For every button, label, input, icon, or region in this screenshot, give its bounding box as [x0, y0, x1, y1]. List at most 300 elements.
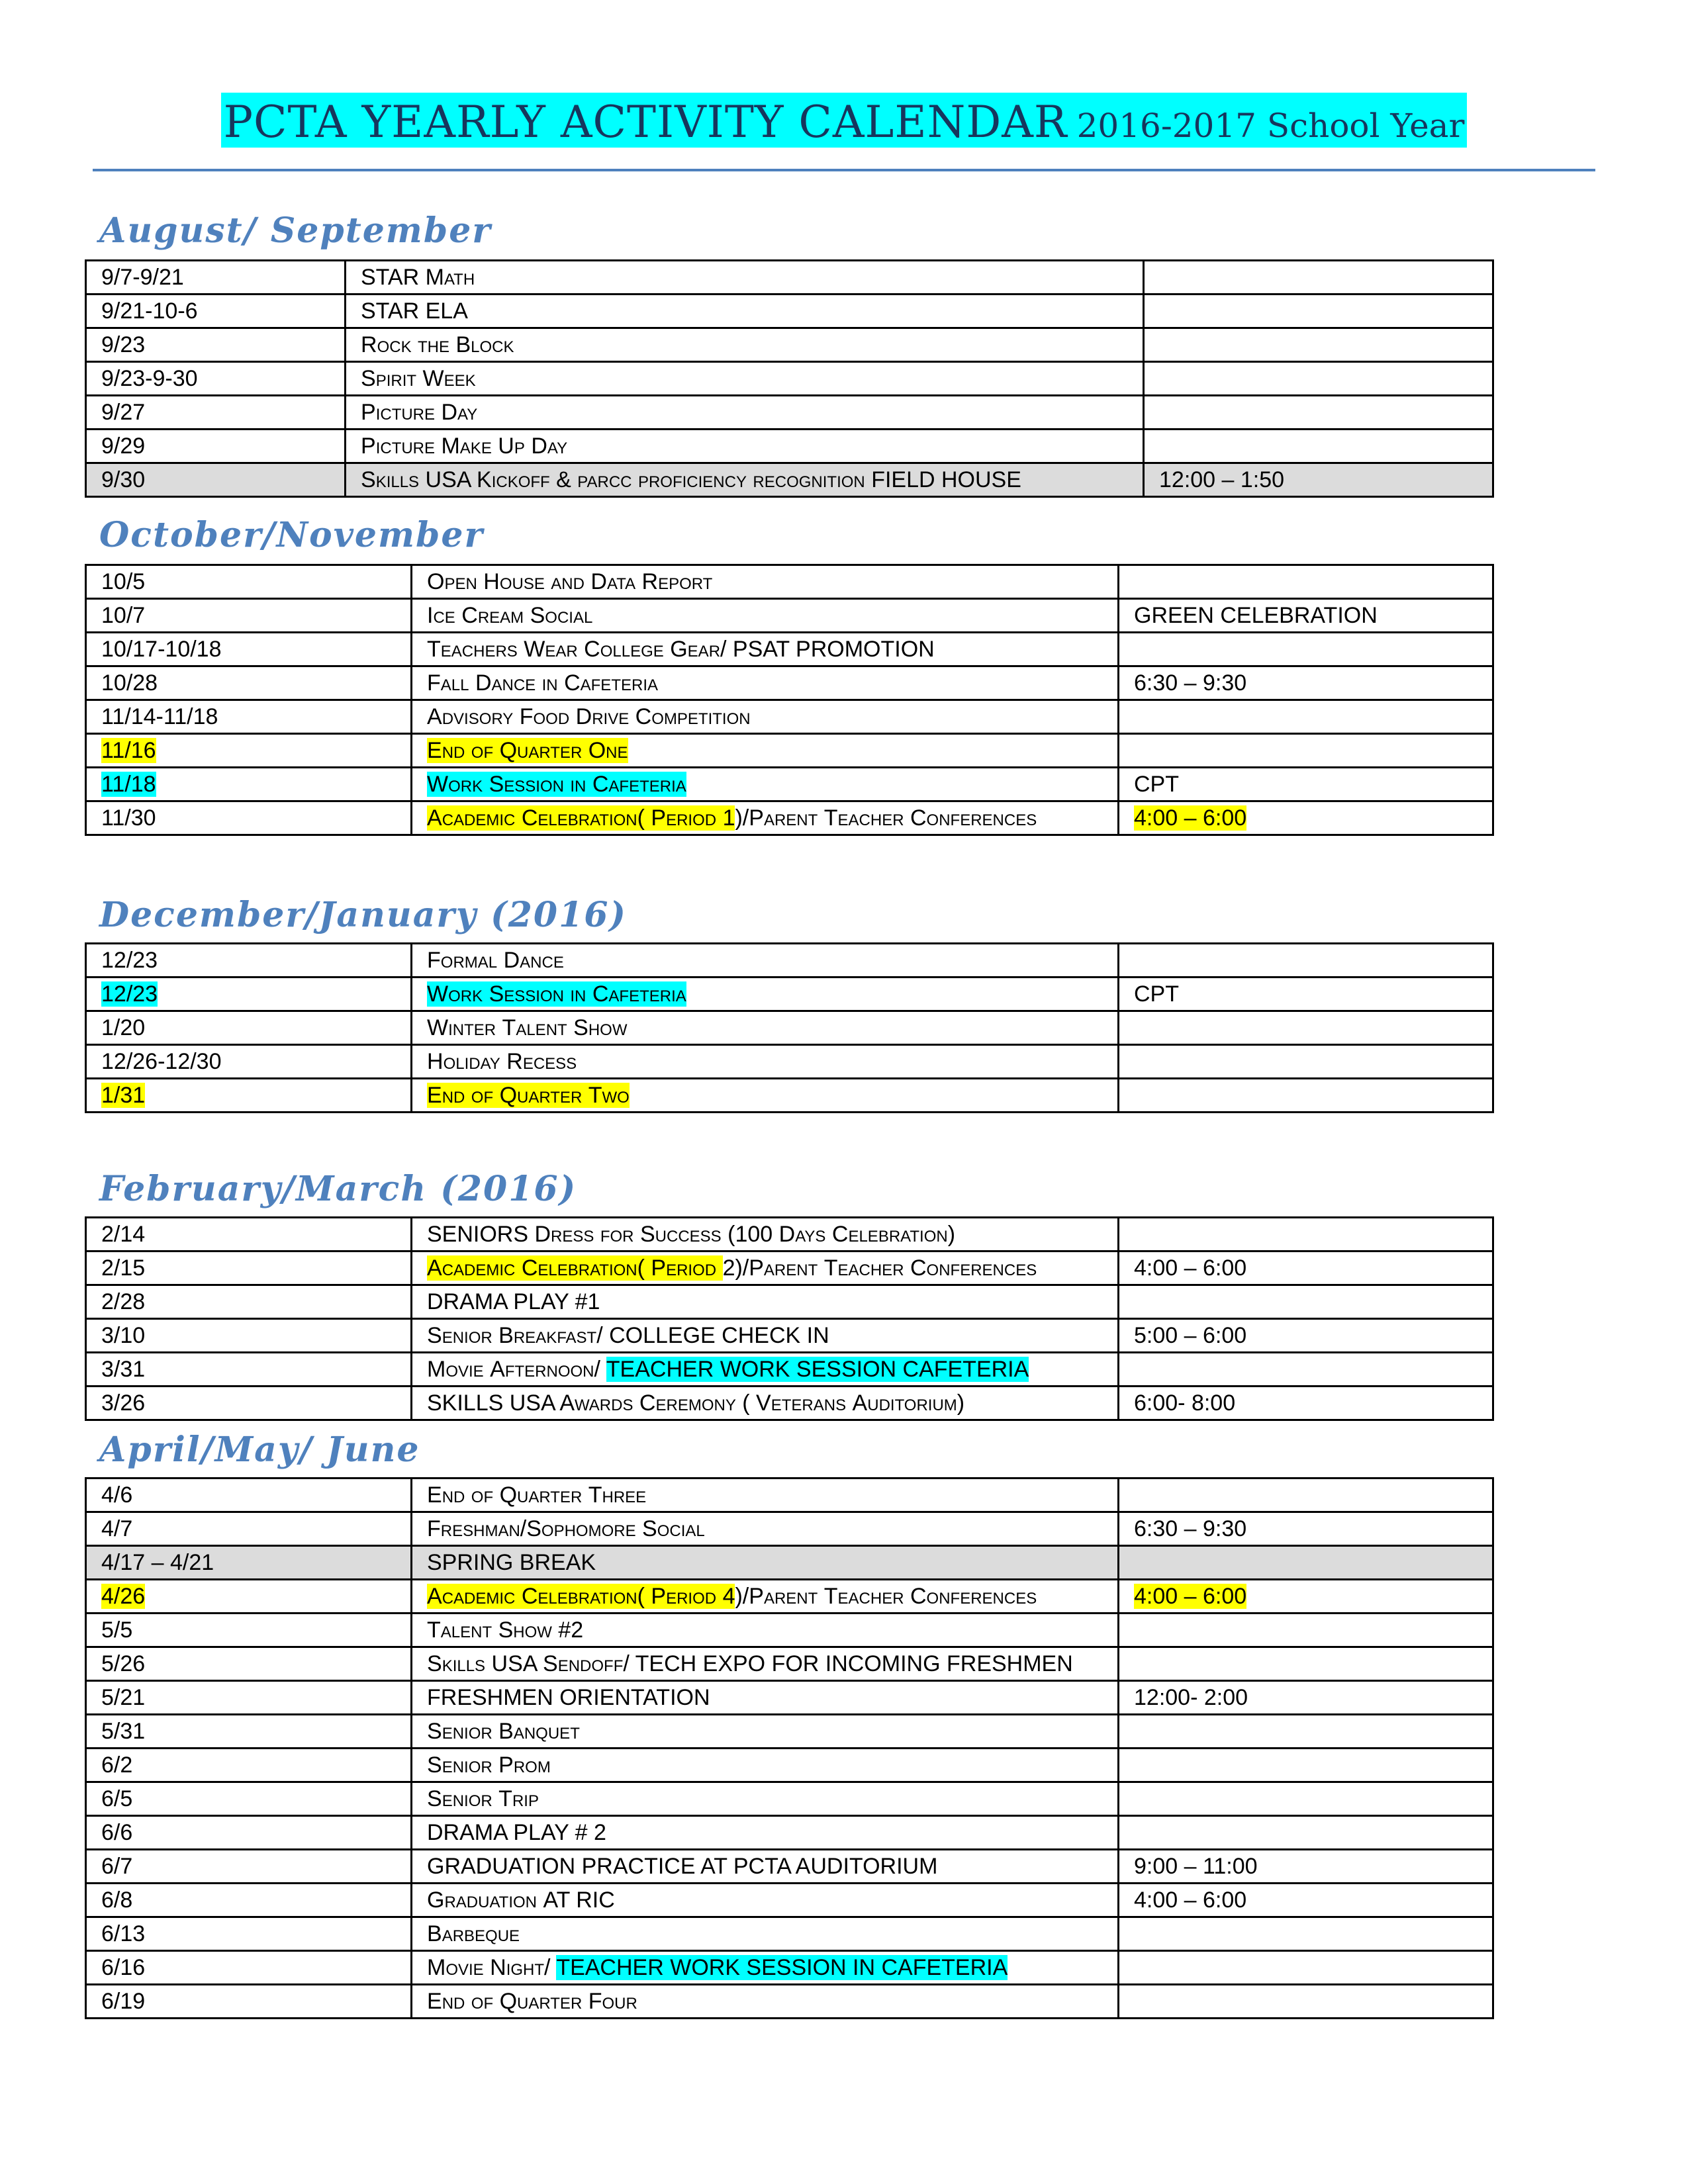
event-text: fternoon [504, 1357, 594, 1382]
date-text: 9/21-10-6 [101, 298, 198, 324]
event-text: ata [606, 569, 642, 594]
event-text: / PSAT PROMOTION [720, 637, 935, 662]
event-text: cademic [442, 1584, 522, 1609]
date-cell [86, 1546, 412, 1580]
date-text: 10/7 [101, 603, 146, 628]
event-text: H [483, 569, 500, 594]
title-highlight [221, 93, 1468, 148]
event-cell [412, 1079, 1119, 1113]
event-text: eriod [666, 1255, 723, 1281]
event-text: elebration [848, 1222, 948, 1247]
event-text: F [427, 1516, 441, 1541]
event-cell [412, 1749, 1119, 1782]
table-row [86, 1951, 1493, 1985]
event-text: C [521, 1255, 538, 1281]
event-text: S [573, 1015, 588, 1040]
event-text: afeteria [608, 981, 686, 1007]
event-cell [412, 1985, 1119, 2019]
table-row [86, 1816, 1493, 1850]
date-text: 12/23 [101, 948, 158, 973]
note-cell [1119, 666, 1493, 700]
event-text: onferences [926, 1584, 1037, 1609]
event-text: W [427, 1015, 449, 1040]
event-text: 1 [722, 805, 735, 831]
event-text: T [823, 805, 838, 831]
event-text: STAR ELA [361, 298, 468, 324]
note-cell [1119, 1387, 1493, 1420]
event-text: arent [763, 1255, 824, 1281]
calendar-table-aug-sep [85, 259, 1494, 498]
event-text: TEACHER WORK SESSION CAFETERIA [606, 1357, 1029, 1382]
event-text: C [564, 670, 581, 696]
event-text: E [427, 1482, 442, 1508]
event-text: ( P [637, 1584, 667, 1609]
table-row [86, 1251, 1493, 1285]
note-cell [1119, 1580, 1493, 1614]
event-text: rom [513, 1752, 551, 1778]
event-text: reshman [440, 1516, 520, 1541]
event-text: A [427, 1584, 442, 1609]
event-text: ays [795, 1222, 832, 1247]
event-cell [412, 978, 1119, 1011]
note-text: CPT [1134, 772, 1179, 797]
event-cell [412, 734, 1119, 768]
note-cell [1119, 1079, 1493, 1113]
event-cell [412, 565, 1119, 599]
event-cell [412, 768, 1119, 801]
event-text: ocial [545, 603, 593, 628]
event-cell [412, 599, 1119, 633]
note-text: CPT [1134, 981, 1179, 1007]
event-text: / TECH EXPO FOR INCOMING FRESHMEN [623, 1651, 1073, 1676]
event-text: B [455, 332, 471, 357]
table-row [86, 565, 1493, 599]
date-text: 4/26 [101, 1584, 146, 1609]
date-text: 9/30 [101, 467, 146, 492]
event-cell [412, 1917, 1119, 1951]
event-cell [412, 1011, 1119, 1045]
date-text: 5/21 [101, 1685, 146, 1710]
event-text: icture [375, 433, 442, 459]
event-text: T [823, 1255, 838, 1281]
event-text: G [427, 1888, 445, 1913]
section-heading-feb-mar: February/March (2016) [99, 1169, 577, 1209]
event-text: / [544, 1955, 557, 1980]
event-cell [412, 1647, 1119, 1681]
event-text: )/P [735, 1584, 764, 1609]
date-cell [86, 1715, 412, 1749]
date-cell [86, 1319, 412, 1353]
event-text: ollege [600, 637, 671, 662]
event-text: W [524, 637, 545, 662]
event-text: DRAMA PLAY #1 [427, 1289, 600, 1314]
event-text: pen [444, 569, 484, 594]
event-text: inter [448, 1015, 502, 1040]
date-text: 12/23 [101, 981, 158, 1007]
event-cell [412, 1782, 1119, 1816]
event-text: T [427, 637, 441, 662]
date-cell [86, 1647, 412, 1681]
note-cell [1119, 944, 1493, 978]
calendar-table-oct-nov [85, 564, 1494, 836]
event-text: C [910, 805, 927, 831]
date-cell [86, 700, 412, 734]
note-cell [1119, 1251, 1493, 1285]
date-cell [86, 1011, 412, 1045]
date-cell [86, 1251, 412, 1285]
event-text: B [498, 1323, 514, 1348]
event-text: ecess [522, 1049, 577, 1074]
note-cell [1119, 599, 1493, 633]
event-text: R [361, 332, 377, 357]
event-text: dvisory [442, 704, 520, 729]
note-text: 6:30 – 9:30 [1134, 670, 1247, 696]
event-text: )/P [735, 805, 764, 831]
date-text: 11/16 [101, 738, 156, 763]
event-text: nd of [442, 1482, 500, 1508]
event-text: ophomore [541, 1516, 643, 1541]
event-text: T [498, 1786, 512, 1811]
section-heading-aug-sep: August/ September [99, 210, 492, 251]
event-cell [412, 1319, 1119, 1353]
event-cell [412, 1479, 1119, 1512]
note-cell [1119, 1951, 1493, 1985]
event-text: ake [459, 433, 498, 459]
date-cell [86, 328, 346, 362]
note-cell [1144, 328, 1493, 362]
date-text: 11/30 [101, 805, 156, 831]
event-cell [412, 1614, 1119, 1647]
event-text: ( V [742, 1390, 771, 1416]
note-cell [1119, 801, 1493, 835]
event-text: uarter [517, 738, 588, 763]
event-text: eacher [837, 1584, 910, 1609]
event-cell [346, 328, 1144, 362]
event-text: lock [471, 332, 514, 357]
event-cell [346, 362, 1144, 396]
event-text: C [910, 1255, 927, 1281]
date-text: 9/27 [101, 400, 146, 425]
note-cell [1119, 1353, 1493, 1387]
event-text: D [590, 569, 607, 594]
event-cell [346, 463, 1144, 497]
date-cell [86, 1782, 412, 1816]
event-text: S [642, 1516, 657, 1541]
note-cell [1119, 768, 1493, 801]
event-text: & [556, 467, 578, 492]
date-cell [86, 1512, 412, 1546]
event-text: ne [606, 738, 628, 763]
event-text: ompetition [651, 704, 751, 729]
note-cell [1119, 1614, 1493, 1647]
note-text: 12:00 – 1:50 [1159, 467, 1285, 492]
event-text: ickoff [491, 467, 557, 492]
event-cell [412, 666, 1119, 700]
event-text: ath [444, 265, 475, 290]
event-text: ormal [440, 948, 504, 973]
date-cell [86, 734, 412, 768]
date-cell [86, 261, 346, 295]
event-text: ovie [445, 1357, 491, 1382]
event-text: nd of [442, 1989, 500, 2014]
event-text: ouse and [499, 569, 591, 594]
date-text: 9/23 [101, 332, 146, 357]
table-row [86, 1079, 1493, 1113]
event-text: enior [442, 1786, 499, 1811]
event-text: B [498, 1719, 514, 1744]
event-text: S [489, 772, 504, 797]
note-text: 5:00 – 6:00 [1134, 1323, 1247, 1348]
calendar-table-apr-jun [85, 1477, 1494, 2019]
note-cell [1119, 1749, 1493, 1782]
date-text: 11/18 [101, 772, 156, 797]
note-cell [1144, 261, 1493, 295]
table-row [86, 1218, 1493, 1251]
event-cell [412, 1850, 1119, 1884]
event-text: D [503, 948, 520, 973]
event-text: F [519, 704, 534, 729]
note-cell [1119, 978, 1493, 1011]
date-cell [86, 1917, 412, 1951]
event-text: parcc proficiency recognition [577, 467, 872, 492]
event-cell [412, 1512, 1119, 1546]
date-cell [86, 362, 346, 396]
date-cell [86, 633, 412, 666]
calendar-table-dec-jan [85, 942, 1494, 1113]
date-text: 4/6 [101, 1482, 133, 1508]
event-text: eacher [837, 805, 910, 831]
date-text: 11/14-11/18 [101, 704, 218, 729]
table-row [86, 666, 1493, 700]
event-text: cademic [442, 1255, 522, 1281]
event-text: #2 [558, 1617, 584, 1643]
event-text: Q [499, 738, 518, 763]
event-text: A [852, 1390, 868, 1416]
table-row [86, 944, 1493, 978]
note-cell [1119, 1218, 1493, 1251]
note-cell [1144, 295, 1493, 328]
event-text: GRADUATION PRACTICE AT PCTA AUDITORIUM [427, 1854, 938, 1879]
date-cell [86, 565, 412, 599]
date-cell [86, 1580, 412, 1614]
event-text: P [361, 433, 376, 459]
event-text: enior [442, 1323, 499, 1348]
event-text: p [514, 433, 532, 459]
event-text: S [427, 1323, 442, 1348]
event-text: ( P [637, 805, 667, 831]
event-text: wards [575, 1390, 639, 1416]
event-text: T [588, 1482, 602, 1508]
date-text: 4/7 [101, 1516, 133, 1541]
note-cell [1144, 430, 1493, 463]
note-cell [1119, 1715, 1493, 1749]
event-text: rive [592, 704, 635, 729]
event-text: C [521, 1584, 538, 1609]
note-text: 4:00 – 6:00 [1134, 1255, 1247, 1281]
note-cell [1119, 1285, 1493, 1319]
date-cell [86, 944, 412, 978]
event-text: ce [433, 603, 462, 628]
event-text: E [427, 1989, 442, 2014]
event-text: SENIORS D [427, 1222, 551, 1247]
event-text: all [440, 670, 475, 696]
event-text: our [602, 1989, 637, 2014]
event-text: icture [375, 400, 442, 425]
title-divider [93, 169, 1595, 171]
event-cell [346, 295, 1144, 328]
date-text: 2/15 [101, 1255, 146, 1281]
event-text: M [427, 1357, 446, 1382]
event-text: USA S [491, 1651, 558, 1676]
event-text: ocial [657, 1516, 705, 1541]
event-text: E [427, 1083, 442, 1108]
date-cell [86, 1884, 412, 1917]
event-text: ream [477, 603, 530, 628]
event-text: U [498, 433, 514, 459]
table-row [86, 1715, 1493, 1749]
event-text: anquet [513, 1719, 580, 1744]
date-cell [86, 1850, 412, 1884]
event-text: T [588, 1083, 602, 1108]
event-text: FRESHMEN ORIENTATION [427, 1685, 710, 1710]
event-text: eriod [666, 1584, 723, 1609]
event-text: D [575, 704, 592, 729]
event-text: H [427, 1049, 444, 1074]
note-cell [1119, 1681, 1493, 1715]
document-title [93, 93, 1595, 148]
event-text: T [823, 1584, 838, 1609]
title-subtitle: 2016-2017 School Year [1076, 107, 1465, 145]
event-text: M [441, 433, 460, 459]
event-text: ear [545, 637, 585, 662]
date-cell [86, 599, 412, 633]
table-row [86, 1614, 1493, 1647]
event-text: ovie [445, 1955, 491, 1980]
event-text: eachers [440, 637, 524, 662]
event-cell [412, 1218, 1119, 1251]
event-text: eport [658, 569, 713, 594]
event-text: W [427, 772, 449, 797]
event-text: how [588, 1015, 628, 1040]
event-text: eterans [771, 1390, 853, 1416]
event-text: AT RIC [543, 1888, 615, 1913]
note-cell [1119, 700, 1493, 734]
note-text: GREEN CELEBRATION [1134, 603, 1378, 628]
date-cell [86, 1749, 412, 1782]
event-text: hree [602, 1482, 647, 1508]
event-text: ock the [377, 332, 456, 357]
event-text: ay [547, 433, 568, 459]
event-text: / COLLEGE CHECK IN [596, 1323, 829, 1348]
event-text: kills [375, 467, 426, 492]
date-text: 3/31 [101, 1357, 146, 1382]
table-row [86, 599, 1493, 633]
date-text: 6/16 [101, 1955, 146, 1980]
note-cell [1119, 1884, 1493, 1917]
event-text: FIELD HOUSE [871, 467, 1021, 492]
table-row [86, 1353, 1493, 1387]
date-text: 6/6 [101, 1820, 133, 1845]
table-row [86, 362, 1493, 396]
note-text: 4:00 – 6:00 [1134, 1888, 1247, 1913]
event-text: S [427, 1651, 442, 1676]
date-text: 5/31 [101, 1719, 146, 1744]
date-text: 6/2 [101, 1752, 133, 1778]
event-text: afeteria [580, 670, 658, 696]
table-row [86, 1285, 1493, 1319]
calendar-table-feb-mar [85, 1216, 1494, 1421]
date-cell [86, 768, 412, 801]
event-text: C [635, 704, 652, 729]
event-text: reakfast [513, 1323, 597, 1348]
event-text: / [594, 1357, 606, 1382]
date-cell [86, 666, 412, 700]
date-text: 6/8 [101, 1888, 133, 1913]
event-text: C [910, 1584, 927, 1609]
date-cell [86, 978, 412, 1011]
event-text: ay [457, 400, 478, 425]
event-text: S [489, 981, 504, 1007]
event-text: C [461, 603, 478, 628]
note-cell [1119, 1546, 1493, 1580]
date-cell [86, 430, 346, 463]
note-cell [1119, 633, 1493, 666]
date-text: 3/10 [101, 1323, 146, 1348]
section-heading-dec-jan: December/January (2016) [99, 895, 628, 935]
event-cell [412, 1715, 1119, 1749]
table-row [86, 978, 1493, 1011]
event-text: arbeque [442, 1921, 520, 1946]
table-row [86, 1319, 1493, 1353]
event-text: C [584, 637, 600, 662]
date-text: 5/5 [101, 1617, 133, 1643]
event-text: T [502, 1015, 516, 1040]
event-text: W [422, 366, 444, 391]
event-cell [412, 944, 1119, 978]
event-text: A [427, 1255, 442, 1281]
date-text: 3/26 [101, 1390, 146, 1416]
event-text: raduation [444, 1888, 543, 1913]
event-text: E [427, 738, 442, 763]
date-text: 10/28 [101, 670, 158, 696]
event-text: onferences [926, 805, 1037, 831]
event-text: 2)/P [722, 1255, 764, 1281]
event-text: S [639, 1222, 655, 1247]
date-text: 6/19 [101, 1989, 146, 2014]
date-cell [86, 1285, 412, 1319]
event-text: eriod [666, 805, 723, 831]
event-text: onferences [926, 1255, 1037, 1281]
event-text: Q [499, 1989, 518, 2014]
table-row [86, 1681, 1493, 1715]
table-row [86, 1985, 1493, 2019]
event-text: (100 D [727, 1222, 796, 1247]
date-cell [86, 295, 346, 328]
note-cell [1144, 463, 1493, 497]
note-cell [1119, 1512, 1493, 1546]
event-cell [346, 430, 1144, 463]
date-text: 6/13 [101, 1921, 146, 1946]
event-cell [346, 261, 1144, 295]
event-cell [412, 1951, 1119, 1985]
event-cell [412, 1387, 1119, 1420]
event-text: F [427, 948, 441, 973]
date-cell [86, 1985, 412, 2019]
note-text: 12:00- 2:00 [1134, 1685, 1248, 1710]
event-text: P [361, 400, 376, 425]
event-text: ( P [637, 1255, 667, 1281]
event-text: C [592, 981, 609, 1007]
